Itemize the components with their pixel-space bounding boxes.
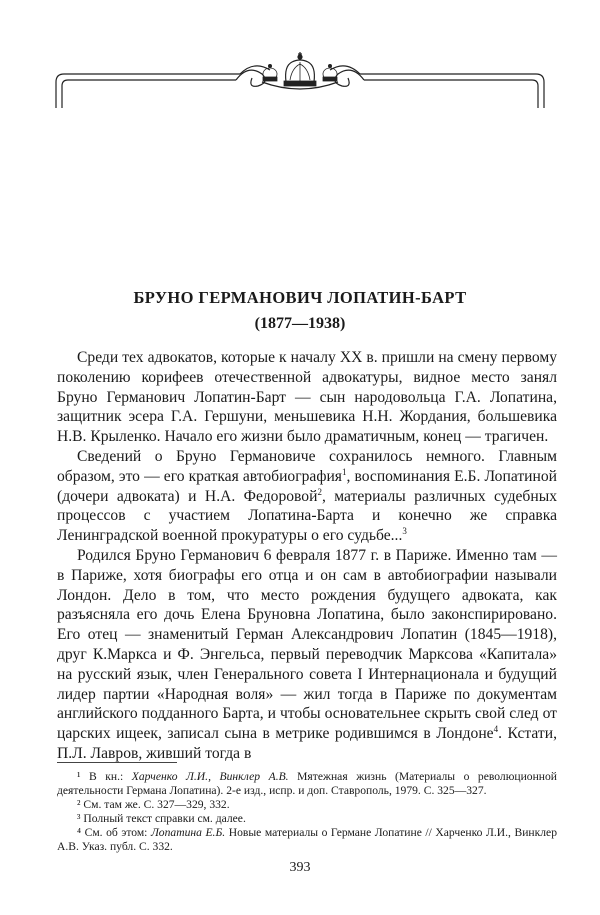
paragraph <box>57 348 557 447</box>
text-run: ⁴ См. об этом: <box>77 826 151 839</box>
footnote <box>57 798 557 812</box>
text-run: Мятежная жизнь (Материалы о революционной деятельности Германа Лопатина). 2-е изд., испр. и доп. Ставрополь, 1979. С. 325—327. <box>57 770 557 797</box>
footnote-ref: 1 <box>341 466 347 477</box>
text-run: , воспоминания Е.Б. Лопатиной (дочери адвоката) и Н.А. Федоровой <box>57 467 557 505</box>
text-run: ¹ В кн.: <box>77 770 132 783</box>
paragraph <box>57 447 557 546</box>
chapter-title: БРУНО ГЕРМАНОВИЧ ЛОПАТИН-БАРТ <box>133 288 467 307</box>
chapter-years: (1877—1938) <box>254 315 346 332</box>
text-run: ² См. там же. С. 327—329, 332. <box>77 798 230 811</box>
footnote <box>57 812 557 826</box>
footnote <box>57 826 557 854</box>
footnote <box>57 770 557 798</box>
text-run: , материалы различных судебных процессов с участием Лопатина-Барта и конечно же справка Ленинградской военной прокуратуры о его судьбе... <box>57 487 557 545</box>
footnotes <box>57 770 557 854</box>
body-text <box>57 348 557 764</box>
footnote-ref: 4 <box>493 724 499 735</box>
author-name: Харченко Л.И., Винклер А.В. <box>131 770 289 783</box>
author-name: Лопатина Е.Б. <box>150 826 226 839</box>
page-number: 393 <box>289 860 311 875</box>
text-run: ³ Полный текст справки см. далее. <box>77 812 246 825</box>
text-run: Родился Бруно Германович 6 февраля 1877 г. в Париже. Именно там — в Париже, хотя биографы его отца и он сам в автобиографии называли Лондон. Дело в том, что место рождения будущего адвоката, как разъясняла его дочь Елена Бруновна Лопатина, было законспирировано. Его отец — знаменитый Герман Александрович Лопатин (1845—1918), друг К.Маркса и Ф. Энгельса, первый переводчик Марксова «Капитала» на русский язык, член Генерального совета I Интернационала и будущий лидер партии «Народная воля» — жил тогда в Париже по документам английского подданного Барта, и чтобы основательнее скрыть свой след от царских ищеек, записал сына в метрике родившимся в Лондоне <box>57 546 557 743</box>
footnote-ref: 3 <box>402 526 407 537</box>
footnote-ref: 2 <box>317 486 322 497</box>
text-run: Новые материалы о Германе Лопатине // Харченко Л.И., Винклер А.В. Указ. публ. С. 332. <box>57 826 557 853</box>
crown-ornament-header <box>0 0 600 110</box>
footnote-divider <box>57 762 177 763</box>
text-run: Сведений о Бруно Германовиче сохранилось немного. Главным образом, это — его краткая автобиография <box>57 447 557 485</box>
text-run: . Кстати, П.Л. Лавров, живший тогда в <box>57 725 557 762</box>
text-run: Среди тех адвокатов, которые к началу XX в. пришли на смену первому поколению корифеев отечественной адвокатуры, видное место занял Бруно Германович Лопатин-Барт — сын народовольца Г.А. Лопатина, защитник эсера Г.А. Гершуни, меньшевика Н.Н. Жордания, большевика Н.В. Крыленко. Начало его жизни было драматичным, конец — трагичен. <box>57 349 557 446</box>
paragraph <box>57 546 557 764</box>
